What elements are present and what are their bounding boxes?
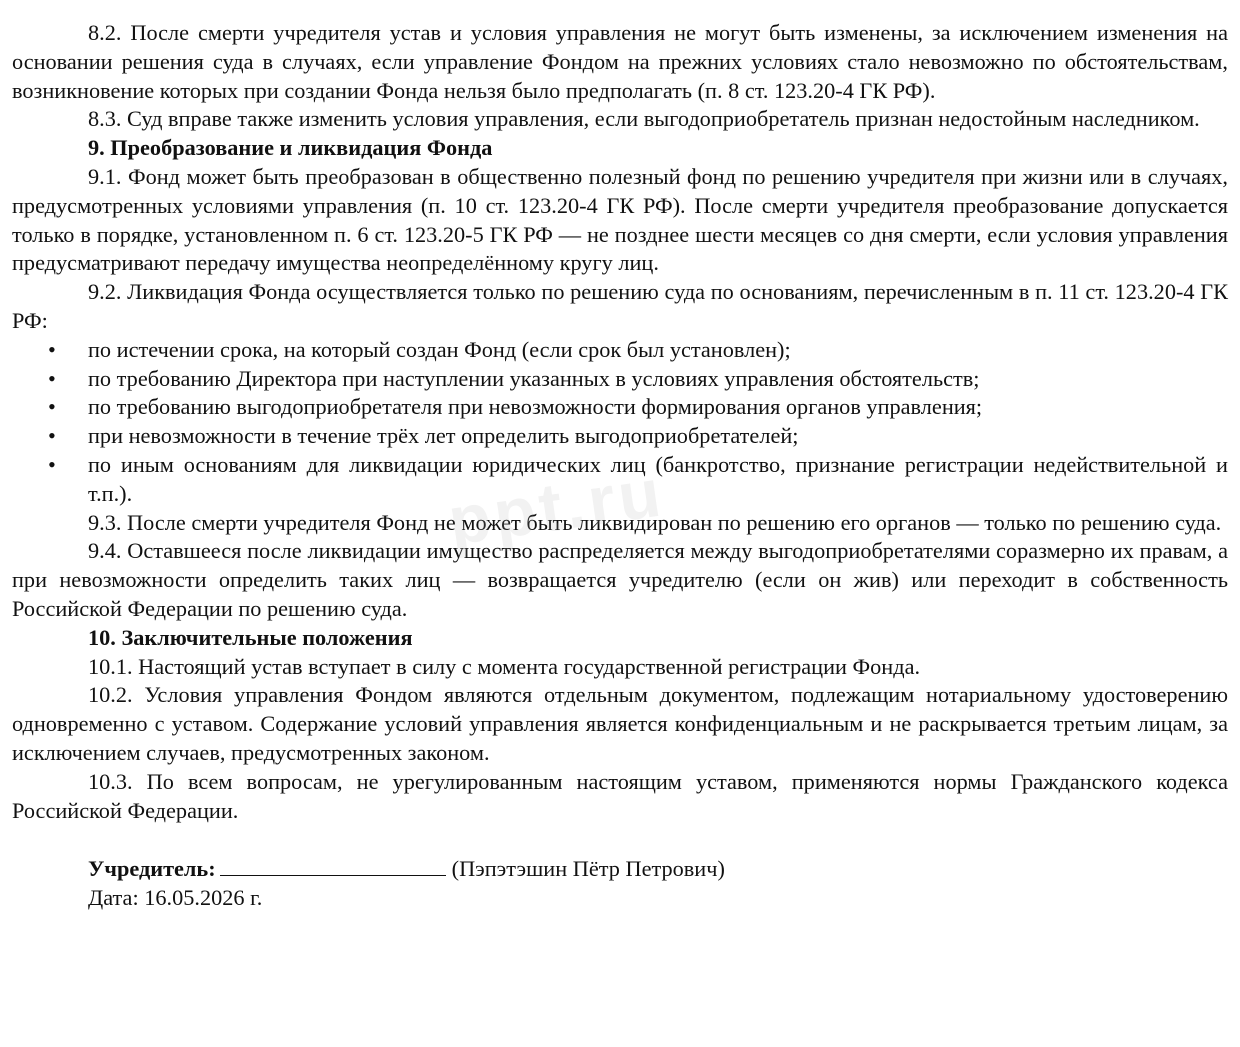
bullet-icon: • xyxy=(48,451,56,477)
paragraph-9-3: 9.3. После смерти учредителя Фонд не может быть ликвидирован по решению его органов — только по решению суда. xyxy=(88,509,1222,535)
list-item xyxy=(12,422,1228,451)
section-10-heading: 10. Заключительные положения xyxy=(88,624,413,650)
paragraph-9-4: 9.4. Оставшееся после ликвидации имущество распределяется между выгодоприобретателями соразмерно их правам, а при невозможности определить таких лиц — возвращается учредителю (если он жив) или переходит в собственность Российской Федерации по решению суда. xyxy=(12,538,1228,621)
paragraph-10-1: 10.1. Настоящий устав вступает в силу с момента государственной регистрации Фонда. xyxy=(88,653,921,679)
list-item-text: по требованию выгодоприобретателя при невозможности формирования органов управления; xyxy=(88,394,983,420)
list-item-text: по требованию Директора при наступлении указанных в условиях управления обстоятельств; xyxy=(88,365,980,391)
list-item xyxy=(12,393,1228,422)
bullet-icon: • xyxy=(48,336,56,362)
list-item-text: по иным основаниям для ликвидации юридических лиц (банкротство, признание регистрации недействительной и т.п.). xyxy=(88,451,1228,506)
paragraph-10-2: 10.2. Условия управления Фондом являются отдельным документом, подлежащим нотариальному удостоверению одновременно с уставом. Содержание условий управления является конфиденциальным и не раскрывается третьим лицам, за исключением случаев, предусмотренных законом. xyxy=(12,682,1228,765)
paragraph-9-2: 9.2. Ликвидация Фонда осуществляется только по решению суда по основаниям, перечисленным в п. 11 ст. 123.20-4 ГК РФ: xyxy=(12,279,1228,333)
section-9-heading: 9. Преобразование и ликвидация Фонда xyxy=(88,135,493,161)
signature-block xyxy=(12,853,1228,913)
list-item xyxy=(12,336,1228,365)
bullet-icon: • xyxy=(48,365,56,391)
signature-date: Дата: 16.05.2026 г. xyxy=(88,885,263,911)
watermark: ppt.ru xyxy=(443,454,669,560)
list-item-text: при невозможности в течение трёх лет определить выгодоприобретателей; xyxy=(88,423,799,449)
signature-label: Учредитель: xyxy=(88,856,216,882)
paragraph-8-2: 8.2. После смерти учредителя устав и условия управления не могут быть изменены, за исключением изменения на основании решения суда в случаях, если управление Фондом на прежних условиях стало невозможно по обстоятельствам, возникновение которых при создании Фонда нельзя было предполагать (п. 8 ст. 123.20-4 ГК РФ). xyxy=(12,20,1228,103)
signature-row xyxy=(88,853,1228,884)
founder-name: (Пэпэтэшин Пётр Петрович) xyxy=(451,856,725,882)
document-page xyxy=(12,19,1228,913)
liquidation-grounds-list xyxy=(12,336,1228,509)
bullet-icon: • xyxy=(48,423,56,449)
paragraph-9-1: 9.1. Фонд может быть преобразован в общественно полезный фонд по решению учредителя при жизни или в случаях, предусмотренных условиями управления (п. 10 ст. 123.20-4 ГК РФ). После смерти учредителя преобразование допускается только в порядке, установленном п. 6 ст. 123.20-5 ГК РФ — не позднее шести месяцев со дня смерти, если условия управления предусматривают передачу имущества неопределённому кругу лиц. xyxy=(12,163,1228,276)
list-item-text: по истечении срока, на который создан Фонд (если срок был установлен); xyxy=(88,336,791,362)
list-item xyxy=(12,365,1228,394)
paragraph-10-3: 10.3. По всем вопросам, не урегулированным настоящим уставом, применяются нормы Гражданского кодекса Российской Федерации. xyxy=(12,768,1228,823)
bullet-icon: • xyxy=(48,394,56,420)
paragraph-8-3: 8.3. Суд вправе также изменить условия управления, если выгодоприобретатель признан недостойным наследником. xyxy=(88,106,1200,132)
signature-line xyxy=(220,853,446,876)
list-item xyxy=(12,451,1228,509)
